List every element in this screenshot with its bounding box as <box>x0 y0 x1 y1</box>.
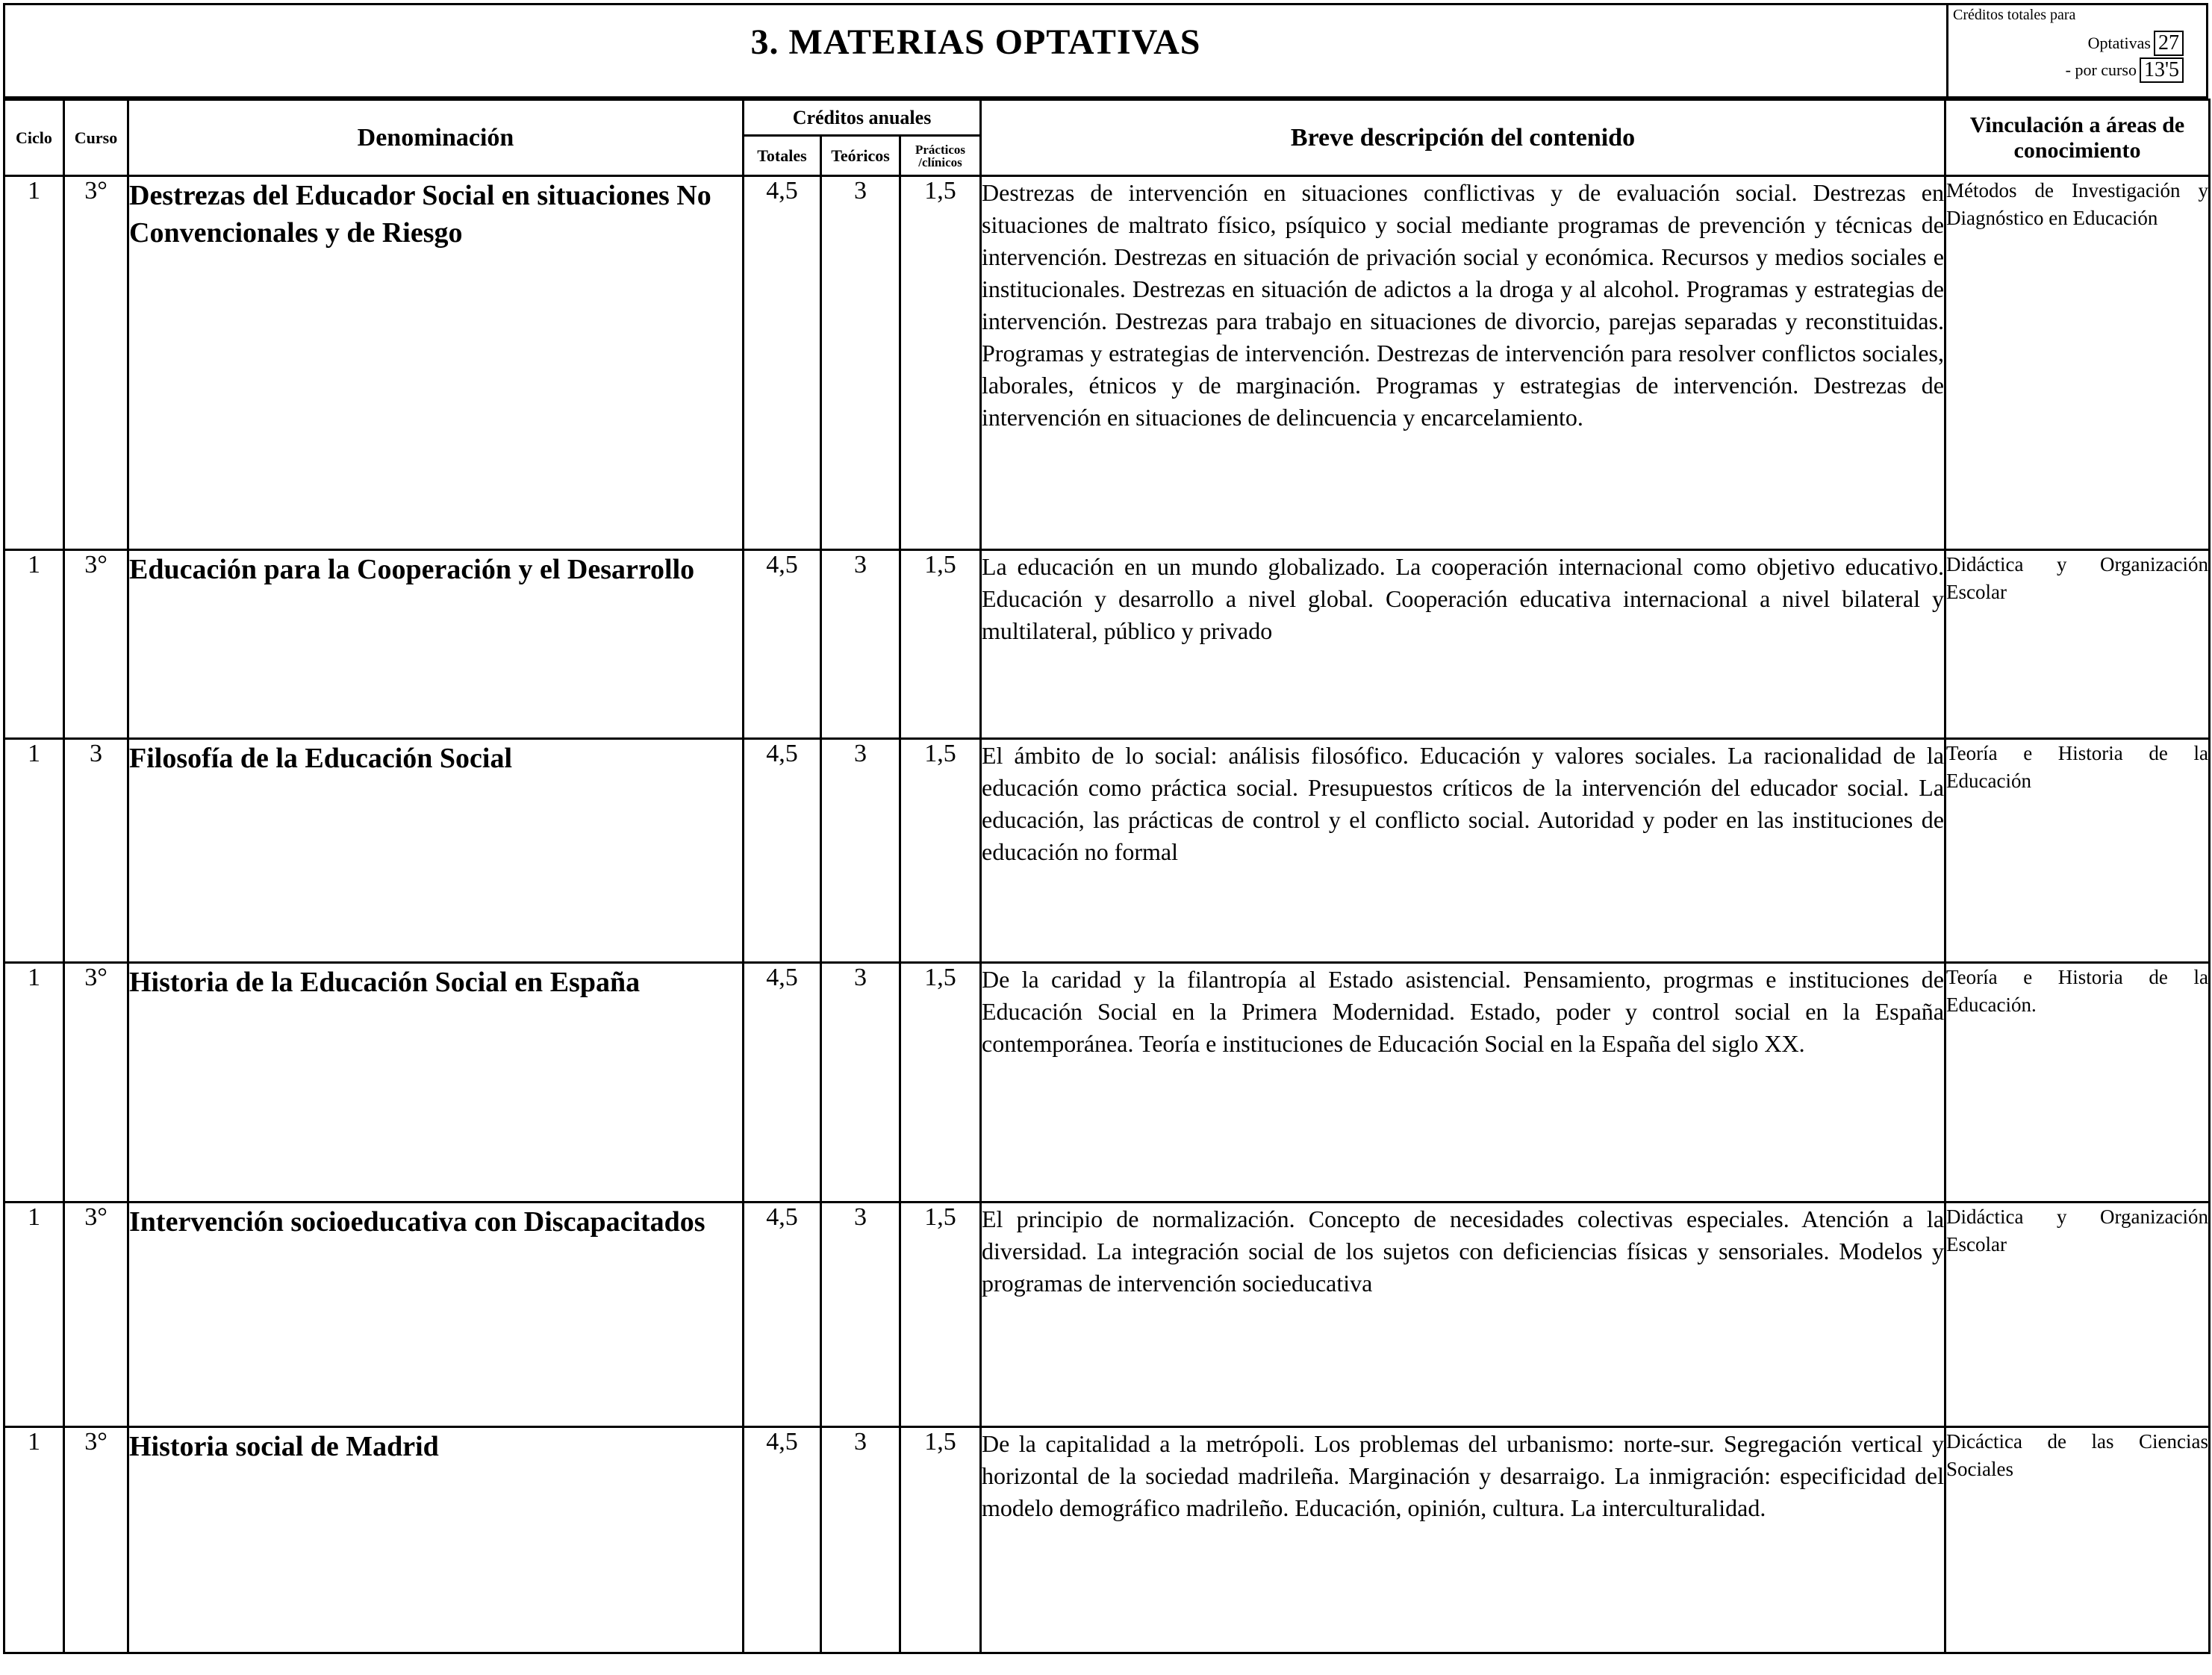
description-cell: El principio de normalización. Concepto de necesidades colectivas especiales. Atención a la diversidad. La integración social de los sujetos con deficiencias físicas y sensoriales. Modelos y programas de intervención socieducativa <box>981 1203 1945 1427</box>
subject-name: Historia de la Educación Social en España <box>128 963 744 1203</box>
subject-name: Intervención socioeducativa con Discapacitados <box>128 1203 744 1427</box>
area-cell: Métodos de Investigación y Diagnóstico en Educación <box>1945 176 2210 550</box>
practicos-cell: 1,5 <box>900 176 981 550</box>
table-row <box>4 1203 2210 1427</box>
table-row <box>4 176 2210 550</box>
total-credits-box <box>1946 5 2211 101</box>
curso-cell: 3° <box>64 1203 128 1427</box>
totales-cell: 4,5 <box>744 739 821 963</box>
table-row <box>4 550 2210 739</box>
area-cell: Didáctica y Organización Escolar <box>1945 550 2210 739</box>
teoricos-cell: 3 <box>821 1203 900 1427</box>
totales-cell: 4,5 <box>744 550 821 739</box>
teoricos-cell: 3 <box>821 176 900 550</box>
description-cell: El ámbito de lo social: análisis filosófico. Educación y valores sociales. La racionalidad de la educación como práctica social. Presupuestos críticos de la intervención del educador social. La educación, las prácticas de control y el conflicto social. Autoridad y poder en las instituciones de educación no formal <box>981 739 1945 963</box>
optativas-label: Optativas <box>2087 34 2151 52</box>
description-cell: De la caridad y la filantropía al Estado asistencial. Pensamiento, progrmas e instituciones de Educación Social en la Primera Modernidad. Estado, poder y control social en la España contemporánea. Teoría e instituciones de Educación Social en la España del siglo XX. <box>981 963 1945 1203</box>
curso-cell: 3° <box>64 550 128 739</box>
title-bar <box>3 3 2208 99</box>
totales-cell: 4,5 <box>744 1427 821 1653</box>
area-cell: Dicáctica de las Ciencias Sociales <box>1945 1427 2210 1653</box>
subject-name: Educación para la Cooperación y el Desarrollo <box>128 550 744 739</box>
header-denominacion: Denominación <box>128 100 744 176</box>
totales-cell: 4,5 <box>744 963 821 1203</box>
table-row <box>4 963 2210 1203</box>
practicos-cell: 1,5 <box>900 1427 981 1653</box>
document-page <box>3 3 2208 1672</box>
header-vinculacion: Vinculación a áreas de conocimiento <box>1945 100 2210 176</box>
teoricos-cell: 3 <box>821 550 900 739</box>
header-totales: Totales <box>744 136 821 176</box>
table-row <box>4 739 2210 963</box>
por-curso-label: - por curso <box>2065 60 2137 79</box>
por-curso-value: 13'5 <box>2140 57 2184 83</box>
totales-cell: 4,5 <box>744 1203 821 1427</box>
description-cell: La educación en un mundo globalizado. La cooperación internacional como objetivo educativo. Educación y desarrollo a nivel global. Cooperación educativa internacional a nivel bilateral y multilateral, público y privado <box>981 550 1945 739</box>
header-curso: Curso <box>64 100 128 176</box>
practicos-cell: 1,5 <box>900 739 981 963</box>
subject-name: Filosofía de la Educación Social <box>128 739 744 963</box>
area-cell: Teoría e Historia de la Educación <box>1945 739 2210 963</box>
curso-cell: 3° <box>64 1427 128 1653</box>
area-cell: Teoría e Historia de la Educación. <box>1945 963 2210 1203</box>
teoricos-cell: 3 <box>821 739 900 963</box>
practicos-cell: 1,5 <box>900 963 981 1203</box>
ciclo-cell: 1 <box>4 963 64 1203</box>
credits-heading: Créditos totales para <box>1953 7 2076 23</box>
subject-name: Destrezas del Educador Social en situaciones No Convencionales y de Riesgo <box>128 176 744 550</box>
table-row <box>4 1427 2210 1653</box>
ciclo-cell: 1 <box>4 550 64 739</box>
teoricos-cell: 3 <box>821 1427 900 1653</box>
page-title: 3. MATERIAS OPTATIVAS <box>750 22 1201 62</box>
header-descripcion: Breve descripción del contenido <box>981 100 1945 176</box>
header-practicos: Prácticos /clínicos <box>900 136 981 176</box>
ciclo-cell: 1 <box>4 1203 64 1427</box>
description-cell: Destrezas de intervención en situaciones conflictivas y de evaluación social. Destrezas en situaciones de maltrato físico, psíquico y social mediante programas de prevención y técnicas de intervención. Destrezas en situación de privación social y económica. Recursos y medios sociales e institucionales. Destrezas en situación de adictos a la droga y al alcohol. Programas y estrategias de intervención. Destrezas para trabajo en situaciones de divorcio, parejas separadas y reconstituidas. Programas y estrategias de intervención. Destrezas de intervención para resolver conflictos sociales, laborales, étnicos y de marginación. Programas y estrategias de intervención. Destrezas de intervención en situaciones de delincuencia y encarcelamiento. <box>981 176 1945 550</box>
area-cell: Didáctica y Organización Escolar <box>1945 1203 2210 1427</box>
ciclo-cell: 1 <box>4 1427 64 1653</box>
subject-name: Historia social de Madrid <box>128 1427 744 1653</box>
curso-cell: 3° <box>64 176 128 550</box>
optativas-line <box>2088 31 2184 56</box>
optativas-value: 27 <box>2154 31 2184 56</box>
subjects-table <box>3 99 2211 1654</box>
header-teoricos: Teóricos <box>821 136 900 176</box>
ciclo-cell: 1 <box>4 739 64 963</box>
header-creditos-anuales: Créditos anuales <box>744 100 981 136</box>
curso-cell: 3° <box>64 963 128 1203</box>
curso-cell: 3 <box>64 739 128 963</box>
practicos-cell: 1,5 <box>900 1203 981 1427</box>
practicos-cell: 1,5 <box>900 550 981 739</box>
totales-cell: 4,5 <box>744 176 821 550</box>
description-cell: De la capitalidad a la metrópoli. Los problemas del urbanismo: norte-sur. Segregación vertical y horizontal de la sociedad madrileña. Marginación y desarraigo. La inmigración: especificidad del modelo demográfico madrileño. Educación, opinión, cultura. La interculturalidad. <box>981 1427 1945 1653</box>
teoricos-cell: 3 <box>821 963 900 1203</box>
header-ciclo: Ciclo <box>4 100 64 176</box>
ciclo-cell: 1 <box>4 176 64 550</box>
por-curso-line <box>2066 57 2184 83</box>
